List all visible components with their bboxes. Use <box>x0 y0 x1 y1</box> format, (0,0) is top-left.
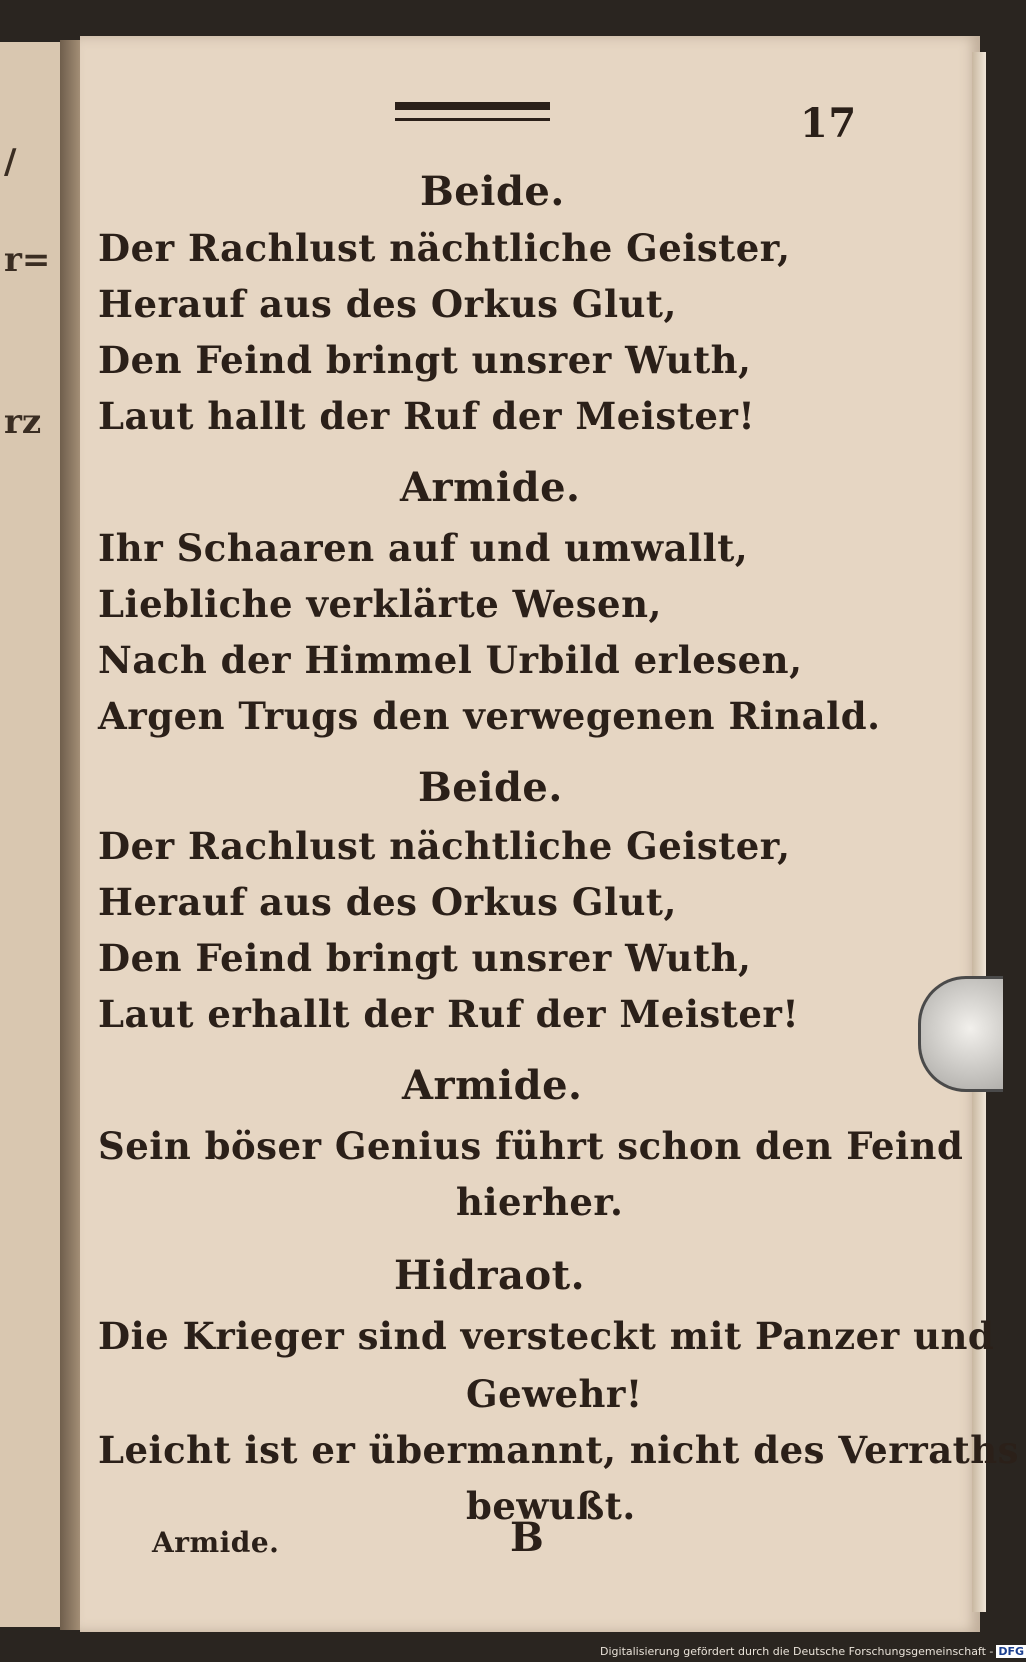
verse-line: Der Rachlust nächtliche Geister, <box>98 824 791 868</box>
verse-line: Leicht ist er übermannt, nicht des Verraths <box>98 1428 1019 1472</box>
verse-line: Der Rachlust nächtliche Geister, <box>98 226 791 270</box>
scan-clip-tab <box>918 976 1003 1092</box>
header-rule-thin <box>395 118 550 121</box>
speaker-heading: Armide. <box>400 464 581 511</box>
verse-line: Den Feind bringt unsrer Wuth, <box>98 936 752 980</box>
signature-mark: B <box>510 1514 545 1561</box>
verse-line: Ihr Schaaren auf und umwallt, <box>98 526 749 570</box>
verse-line: Herauf aus des Orkus Glut, <box>98 282 677 326</box>
left-page-fragment: r= <box>4 240 51 280</box>
left-page-fragment: / <box>4 142 17 182</box>
footer-text: Digitalisierung gefördert durch die Deutsche Forschungsgemeinschaft - <box>600 1645 994 1658</box>
verse-line: Herauf aus des Orkus Glut, <box>98 880 677 924</box>
verse-line: Laut hallt der Ruf der Meister! <box>98 394 756 438</box>
verse-line: Laut erhallt der Ruf der Meister! <box>98 992 800 1036</box>
left-page-fragment: rz <box>4 402 42 442</box>
digitization-footer <box>600 1645 1025 1661</box>
verse-line: Sein böser Genius führt schon den Feind <box>98 1124 964 1168</box>
speaker-heading: Beide. <box>418 764 563 811</box>
verse-line: Die Krieger sind versteckt mit Panzer und <box>98 1314 995 1358</box>
book-gutter <box>60 40 82 1630</box>
verse-line-continued: bewußt. <box>466 1484 636 1528</box>
dfg-logo: DFG <box>998 1645 1025 1658</box>
speaker-heading: Armide. <box>402 1062 583 1109</box>
verse-line: Den Feind bringt unsrer Wuth, <box>98 338 752 382</box>
header-rule-thick <box>395 102 550 110</box>
catchword: Armide. <box>152 1526 280 1559</box>
verse-line: Liebliche verklärte Wesen, <box>98 582 662 626</box>
page-edge <box>972 52 986 1612</box>
verse-line: Nach der Himmel Urbild erlesen, <box>98 638 803 682</box>
verse-line-continued: hierher. <box>456 1180 624 1224</box>
speaker-heading: Beide. <box>420 168 565 215</box>
verse-line-continued: Gewehr! <box>466 1372 643 1416</box>
left-page-edge <box>0 42 66 1627</box>
speaker-heading: Hidraot. <box>394 1252 586 1299</box>
page-number: 17 <box>800 100 857 147</box>
verse-line: Argen Trugs den verwegenen Rinald. <box>98 694 881 738</box>
